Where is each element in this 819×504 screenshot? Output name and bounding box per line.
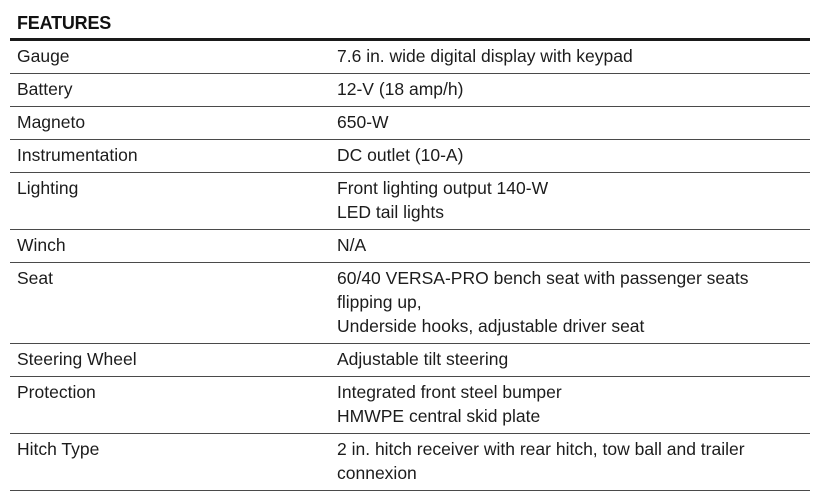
feature-label: Hitch Type <box>10 434 337 491</box>
feature-value-line: 60/40 VERSA-PRO bench seat with passenger seats <box>337 268 749 288</box>
feature-value-line: HMWPE central skid plate <box>337 406 541 426</box>
feature-value <box>337 140 810 173</box>
section-title: FEATURES <box>17 13 112 33</box>
feature-value-line: connexion <box>337 463 417 483</box>
features-table <box>10 41 810 491</box>
feature-label: Seat <box>10 263 337 344</box>
table-row <box>10 74 810 107</box>
feature-value-line: Adjustable tilt steering <box>337 349 509 369</box>
feature-value-line: 650-W <box>337 112 389 132</box>
feature-value-line: N/A <box>337 235 367 255</box>
table-row <box>10 344 810 377</box>
feature-value-line: LED tail lights <box>337 202 444 222</box>
feature-label: Steering Wheel <box>10 344 337 377</box>
table-row <box>10 263 810 344</box>
feature-label: Winch <box>10 230 337 263</box>
feature-label: Lighting <box>10 173 337 230</box>
feature-value-line: Underside hooks, adjustable driver seat <box>337 316 645 336</box>
feature-value-line: Integrated front steel bumper <box>337 382 562 402</box>
feature-label: Instrumentation <box>10 140 337 173</box>
feature-value-line: 7.6 in. wide digital display with keypad <box>337 46 633 66</box>
feature-label: Battery <box>10 74 337 107</box>
feature-value <box>337 41 810 74</box>
feature-value <box>337 230 810 263</box>
table-row <box>10 41 810 74</box>
feature-value <box>337 107 810 140</box>
feature-value <box>337 74 810 107</box>
features-section <box>10 0 810 491</box>
table-row <box>10 107 810 140</box>
feature-label: Magneto <box>10 107 337 140</box>
feature-value-line: DC outlet (10-A) <box>337 145 464 165</box>
feature-value <box>337 173 810 230</box>
feature-value <box>337 344 810 377</box>
table-row <box>10 434 810 491</box>
features-table-body <box>10 41 810 491</box>
table-row <box>10 173 810 230</box>
table-row <box>10 230 810 263</box>
feature-value <box>337 434 810 491</box>
feature-label: Protection <box>10 377 337 434</box>
table-row <box>10 140 810 173</box>
feature-label: Gauge <box>10 41 337 74</box>
feature-value-line: 12-V (18 amp/h) <box>337 79 464 99</box>
feature-value-line: flipping up, <box>337 292 422 312</box>
feature-value-line: 2 in. hitch receiver with rear hitch, tow ball and trailer <box>337 439 745 459</box>
feature-value-line: Front lighting output 140-W <box>337 178 549 198</box>
table-row <box>10 377 810 434</box>
feature-value <box>337 377 810 434</box>
feature-value <box>337 263 810 344</box>
